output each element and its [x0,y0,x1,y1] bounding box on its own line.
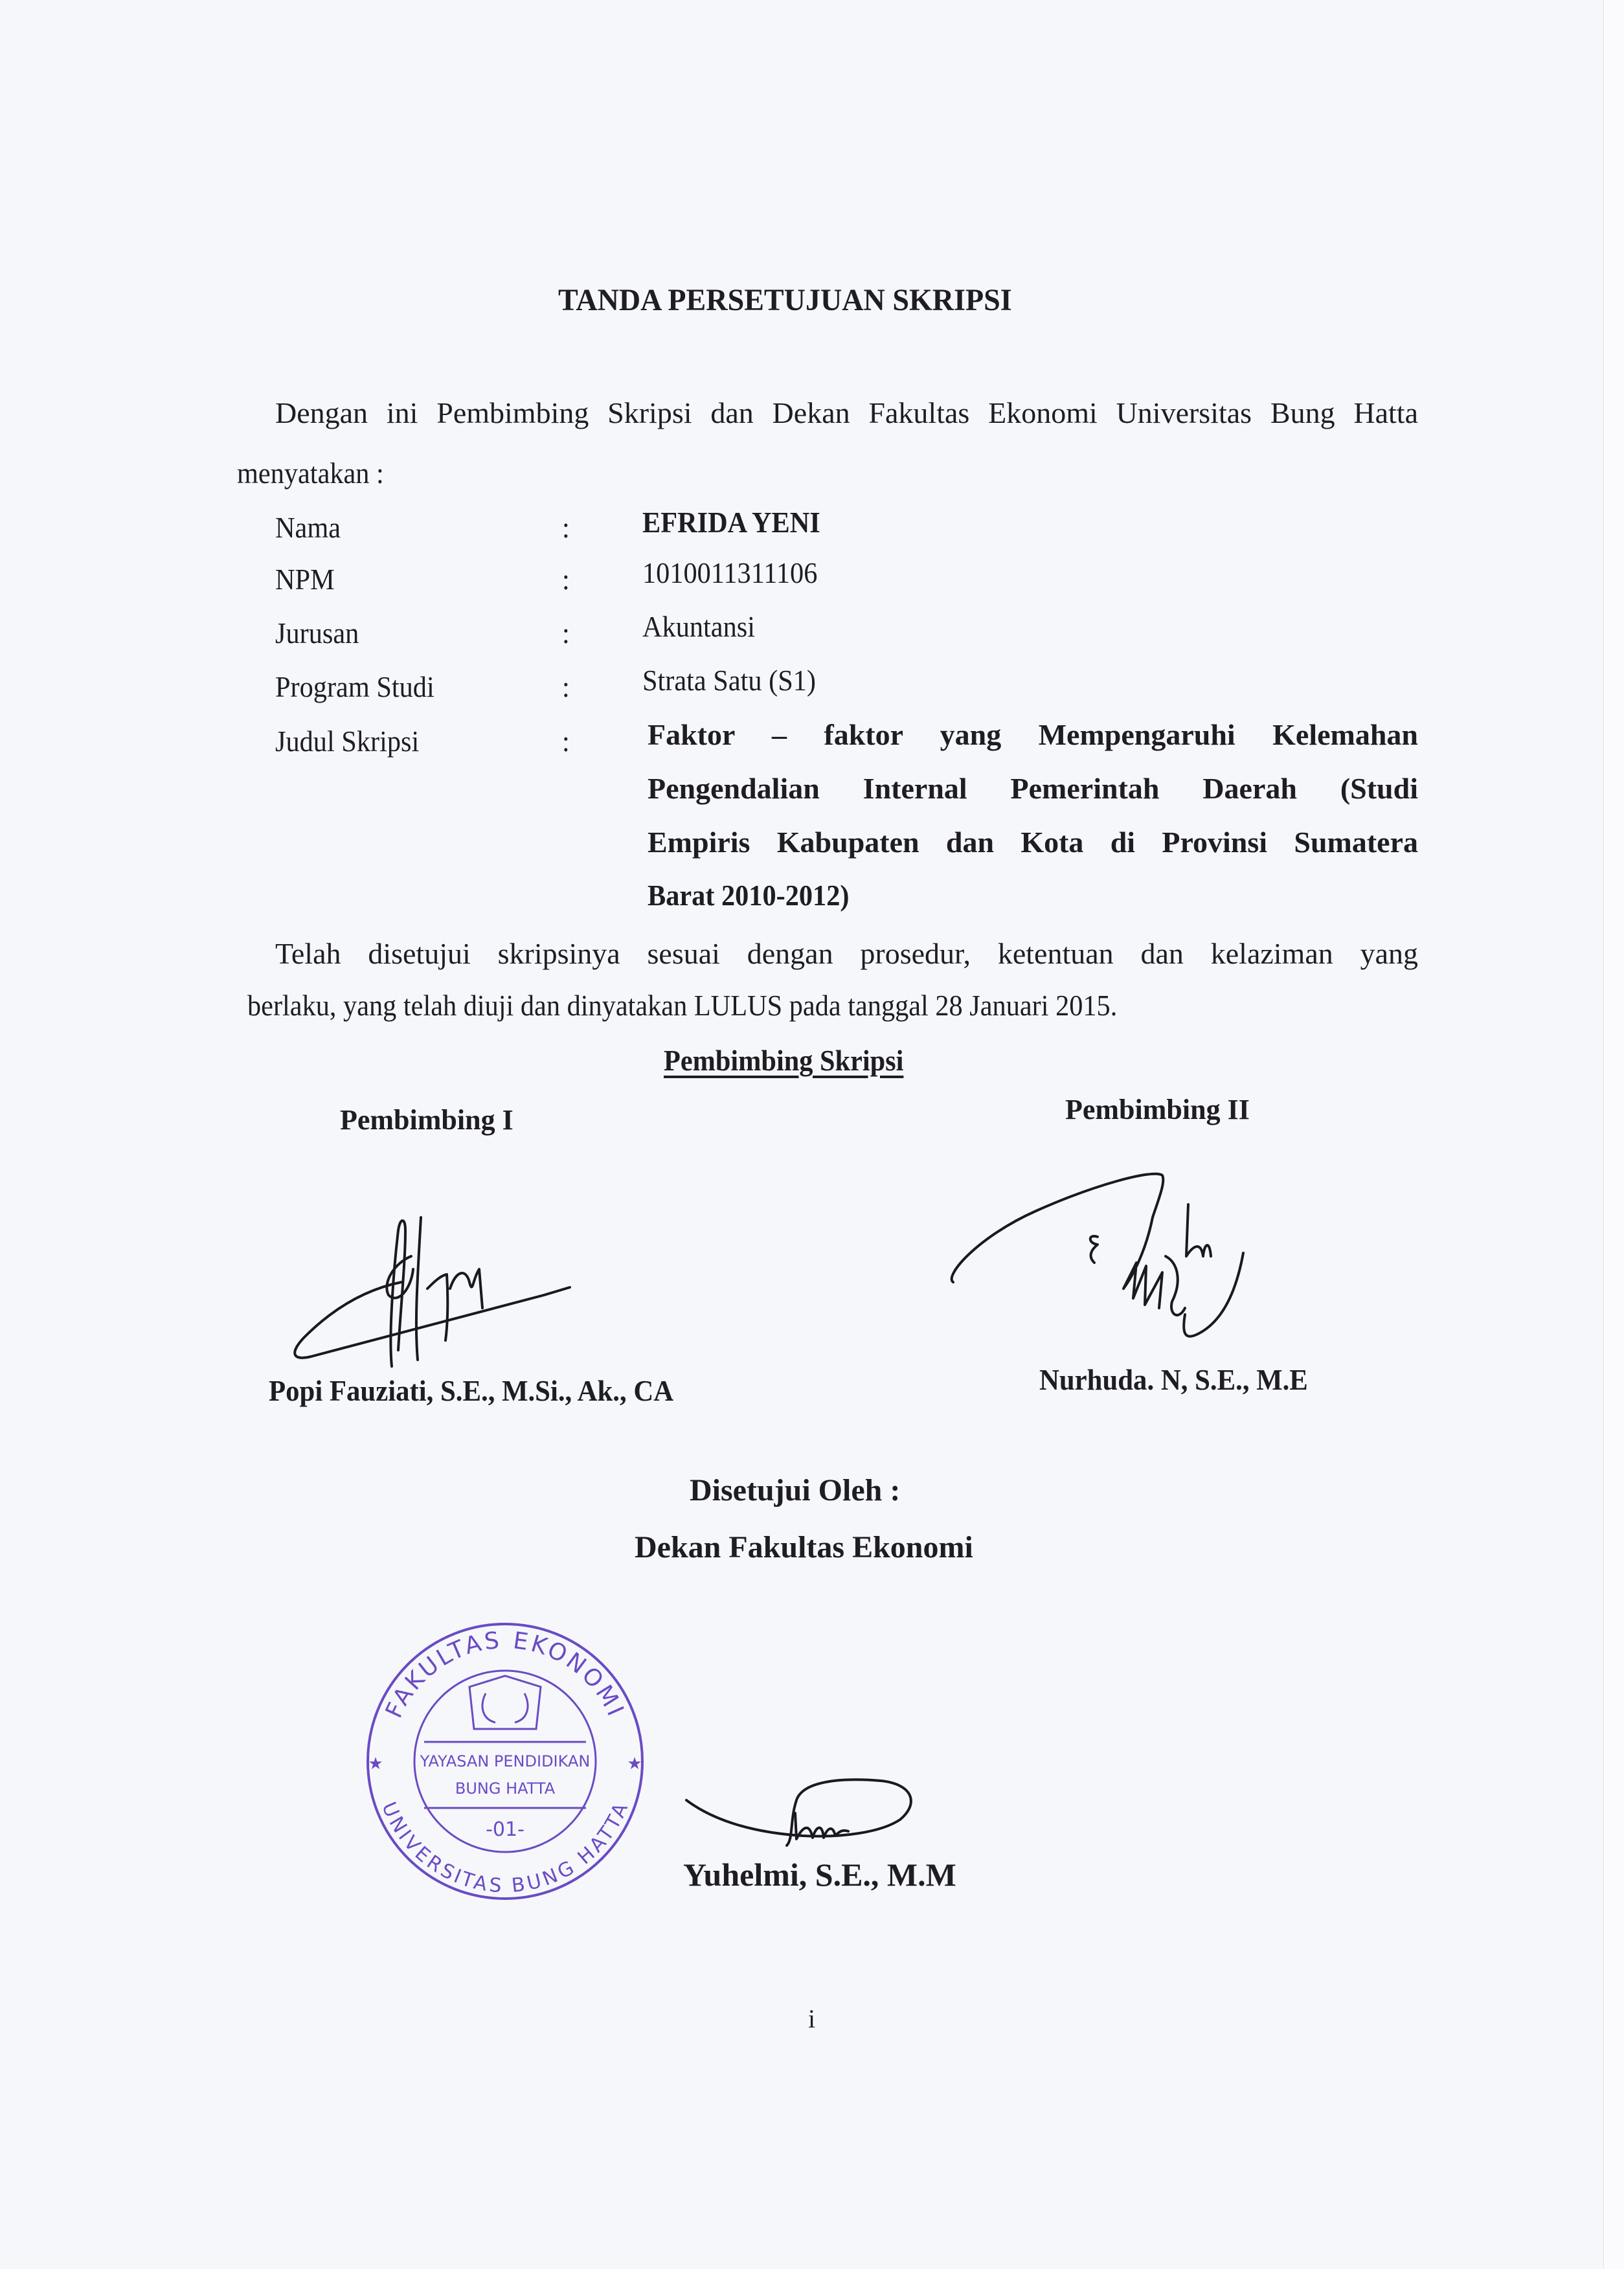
dean-title: Dekan Fakultas Ekonomi [635,1530,973,1564]
supervisor-2-signature [939,1159,1340,1353]
field-label: Jurusan [275,616,359,649]
supervisor-2-role: Pembimbing II [1065,1094,1250,1125]
student-program: Strata Satu (S1) [642,664,816,697]
stamp-number: -01- [486,1818,524,1841]
stamp-band-line-2: BUNG HATTA [455,1779,556,1798]
student-department: Akuntansi [642,610,755,643]
star-icon: ★ [368,1754,383,1774]
document-title: TANDA PERSETUJUAN SKRIPSI [558,283,1012,317]
stamp-top-text: FAKULTAS EKONOMI [380,1627,630,1722]
supervisor-1-signature [285,1191,596,1360]
supervisor-1-name: Popi Fauziati, S.E., M.Si., Ak., CA [269,1374,674,1407]
supervisor-2-name: Nurhuda. N, S.E., M.E [1039,1363,1308,1396]
stamp-band-line-1: YAYASAN PENDIDIKAN [420,1752,591,1770]
approved-by-label: Disetujui Oleh : [690,1473,901,1507]
page-number: i [808,2004,816,2033]
field-label: NPM [275,563,335,596]
field-separator: : [562,725,570,758]
approval-line-2: berlaku, yang telah diuji dan dinyatakan LULUS pada tanggal 28 Januari 2015. [247,989,1118,1022]
field-separator: : [562,670,570,703]
stamp-emblem-shield [469,1676,541,1729]
field-label: Program Studi [275,670,434,703]
field-label: Judul Skripsi [275,725,420,758]
thesis-title-line: Empiris Kabupaten dan Kota di Provinsi Sumatera [648,826,1418,859]
paper-edge [1603,0,1624,2269]
faculty-stamp [363,1619,648,1904]
dean-name: Yuhelmi, S.E., M.M [683,1857,956,1893]
student-npm: 1010011311106 [642,556,818,589]
field-label: Nama [275,511,341,544]
approval-line-1: Telah disetujui skripsinya sesuai dengan prosedur, ketentuan dan kelaziman yang [275,937,1418,970]
dean-signature [673,1774,945,1852]
field-separator: : [562,616,570,649]
intro-line-2: menyatakan : [237,457,384,490]
thesis-title-line: Pengendalian Internal Pemerintah Daerah (Studi [648,772,1418,805]
field-separator: : [562,511,570,544]
intro-line-1: Dengan ini Pembimbing Skripsi dan Dekan Fakultas Ekonomi Universitas Bung Hatta [275,396,1418,429]
thesis-title-line: Barat 2010-2012) [648,879,850,912]
supervisors-heading: Pembimbing Skripsi [664,1044,904,1077]
stamp-emblem-wings-icon [482,1693,528,1722]
student-name: EFRIDA YENI [642,506,820,539]
field-separator: : [562,563,570,596]
supervisor-1-role: Pembimbing I [340,1104,513,1136]
thesis-title-line: Faktor – faktor yang Mempengaruhi Kelemahan [648,718,1418,751]
star-icon: ★ [627,1754,642,1774]
stamp-bottom-text: UNIVERSITAS BUNG HATTA [377,1798,633,1897]
